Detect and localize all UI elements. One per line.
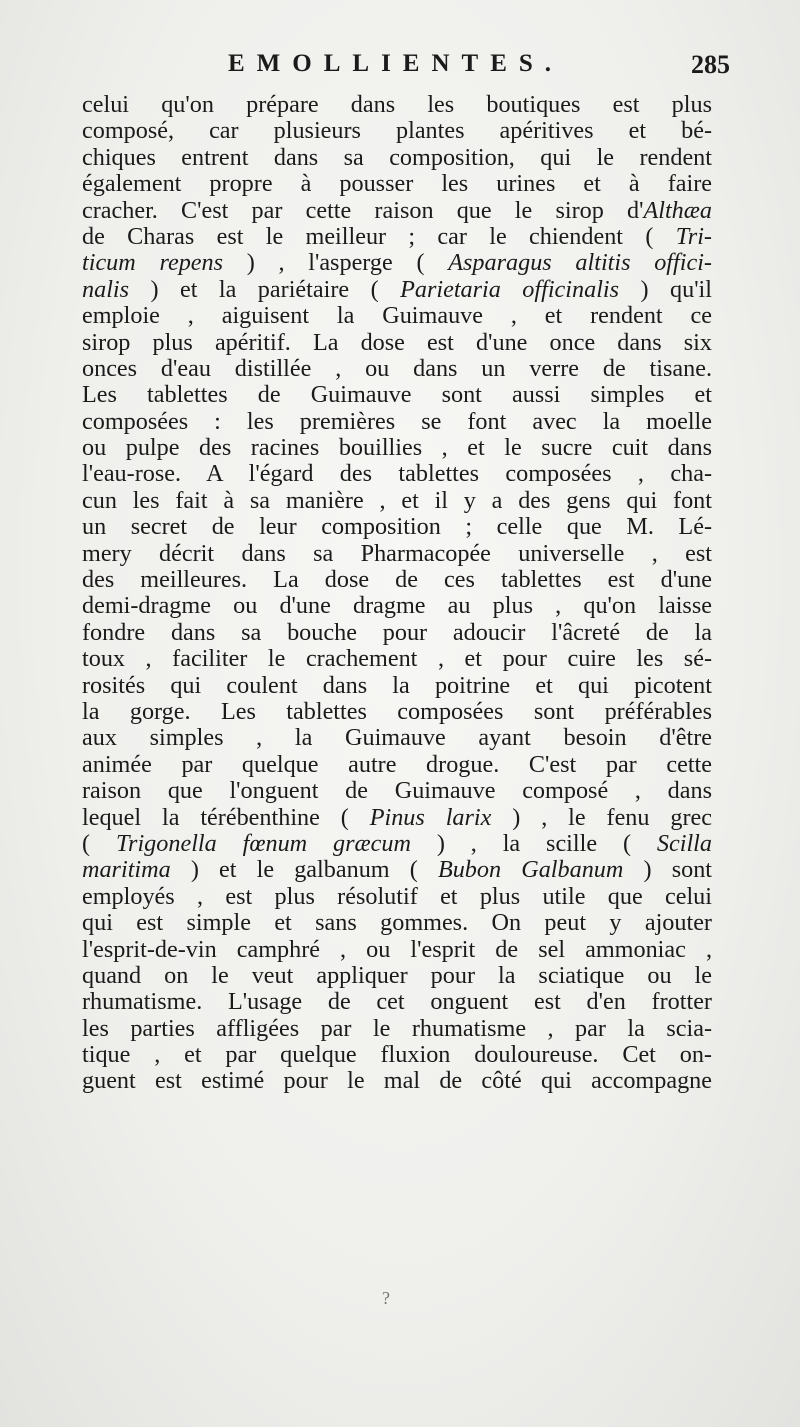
italic-term: Asparagus altitis offici-	[448, 249, 712, 277]
text-line	[82, 805, 712, 831]
text-run: demi-dragme ou d'une dragme au plus , qu'on laisse	[82, 592, 712, 620]
text-run: Les tablettes de Guimauve sont aussi simples et	[82, 381, 712, 409]
text-run: les parties affligées par le rhumatisme , par la scia-	[82, 1014, 712, 1042]
text-run: animée par quelque autre drogue. C'est par cette	[82, 750, 712, 778]
text-line	[82, 409, 712, 435]
text-line	[82, 620, 712, 646]
text-run: ) et le galbanum (	[170, 856, 438, 884]
text-line	[82, 1068, 712, 1094]
text-line	[82, 198, 712, 224]
text-run: tique , et par quelque fluxion douloureuse. Cet on-	[82, 1041, 712, 1069]
text-line	[82, 541, 712, 567]
text-line	[82, 303, 712, 329]
text-run: de Charas est le meilleur ; car le chiendent (	[82, 222, 676, 250]
text-run: ou pulpe des racines bouillies , et le sucre cuit dans	[82, 434, 712, 462]
page-number: 285	[691, 50, 730, 79]
text-run: onces d'eau distillée , ou dans un verre de tisane.	[82, 354, 712, 382]
text-line	[82, 224, 712, 250]
text-line	[82, 778, 712, 804]
text-line	[82, 963, 712, 989]
text-line	[82, 857, 712, 883]
text-run: cun les fait à sa manière , et il y a des gens qui font	[82, 486, 712, 514]
text-line	[82, 92, 712, 118]
text-run: composé, car plusieurs plantes apéritives et bé-	[82, 117, 712, 145]
text-line	[82, 382, 712, 408]
italic-term: nalis	[82, 275, 130, 303]
text-line	[82, 250, 712, 276]
text-run: l'eau-rose. A l'égard des tablettes composées , cha-	[82, 460, 712, 488]
text-run: ) , la scille (	[410, 829, 657, 857]
text-line	[82, 330, 712, 356]
text-run: la gorge. Les tablettes composées sont préférables	[82, 697, 712, 725]
text-run: guent est estimé pour le mal de côté qui accompagne	[82, 1067, 712, 1095]
text-line	[82, 699, 712, 725]
text-line	[82, 752, 712, 778]
italic-term: Parietaria officinalis	[400, 275, 620, 303]
text-run: composées : les premières se font avec la moelle	[82, 407, 712, 435]
text-line	[82, 171, 712, 197]
text-run: toux , faciliter le crachement , et pour cuire les sé-	[82, 645, 712, 673]
text-line	[82, 646, 712, 672]
text-run: ) , le fenu grec	[491, 803, 712, 831]
text-line	[82, 145, 712, 171]
text-run: chiques entrent dans sa composition, qui le rendent	[82, 143, 712, 171]
text-line	[82, 461, 712, 487]
text-line	[82, 435, 712, 461]
text-line	[82, 725, 712, 751]
text-run: également propre à pousser les urines et à faire	[82, 170, 712, 198]
text-line	[82, 831, 712, 857]
page-header	[78, 50, 728, 90]
text-run: ) qu'il	[619, 275, 713, 303]
running-title: EMOLLIENTES.	[228, 50, 564, 77]
text-run: un secret de leur composition ; celle que M. Lé-	[82, 513, 712, 541]
italic-term: Althæa	[643, 196, 712, 224]
text-run: mery décrit dans sa Pharmacopée universelle , est	[82, 539, 712, 567]
text-line	[82, 356, 712, 382]
text-run: sirop plus apéritif. La dose est d'une once dans six	[82, 328, 712, 356]
text-run: (	[82, 829, 116, 857]
text-line	[82, 910, 712, 936]
text-run: quand on le veut appliquer pour la sciatique ou le	[82, 961, 712, 989]
text-run: celui qu'on prépare dans les boutiques est plus	[82, 91, 712, 118]
text-line	[82, 277, 712, 303]
text-run: raison que l'onguent de Guimauve composé , dans	[82, 777, 712, 805]
text-run: l'esprit-de-vin camphré , ou l'esprit de sel ammoniac ,	[82, 935, 712, 963]
text-run: ) et la pariétaire (	[129, 275, 401, 303]
text-run: des meilleures. La dose de ces tablettes est d'une	[82, 566, 712, 594]
text-line	[82, 567, 712, 593]
text-line	[82, 989, 712, 1015]
text-run: employés , est plus résolutif et plus utile que celui	[82, 882, 712, 910]
text-line	[82, 1016, 712, 1042]
text-run: rosités qui coulent dans la poitrine et qui picotent	[82, 671, 712, 699]
text-line	[82, 884, 712, 910]
italic-term: maritima	[82, 856, 171, 884]
text-line	[82, 593, 712, 619]
italic-term: ticum repens	[82, 249, 224, 277]
text-line	[82, 514, 712, 540]
text-run: ) , l'asperge (	[223, 249, 449, 277]
text-run: qui est simple et sans gommes. On peut y ajouter	[82, 909, 712, 937]
text-line	[82, 1042, 712, 1068]
text-line	[82, 118, 712, 144]
text-line	[82, 488, 712, 514]
italic-term: Bubon Galbanum	[437, 856, 624, 884]
italic-term: Scilla	[656, 829, 712, 857]
text-run: ) sont	[623, 856, 713, 884]
italic-term: Trigonella fœnum græcum	[115, 829, 411, 857]
text-run: cracher. C'est par cette raison que le sirop d'	[82, 196, 644, 224]
italic-term: Pinus larix	[369, 803, 492, 831]
text-line	[82, 937, 712, 963]
text-run: emploie , aiguisent la Guimauve , et rendent ce	[82, 302, 712, 330]
text-run: fondre dans sa bouche pour adoucir l'âcreté de la	[82, 618, 712, 646]
text-run: aux simples , la Guimauve ayant besoin d'être	[82, 724, 712, 752]
italic-term: Tri-	[675, 222, 712, 250]
body-text	[82, 92, 712, 1095]
text-run: lequel la térébenthine (	[82, 803, 370, 831]
text-run: rhumatisme. L'usage de cet onguent est d'en frotter	[82, 988, 712, 1016]
text-line	[82, 673, 712, 699]
stray-mark: ?	[382, 1288, 390, 1308]
